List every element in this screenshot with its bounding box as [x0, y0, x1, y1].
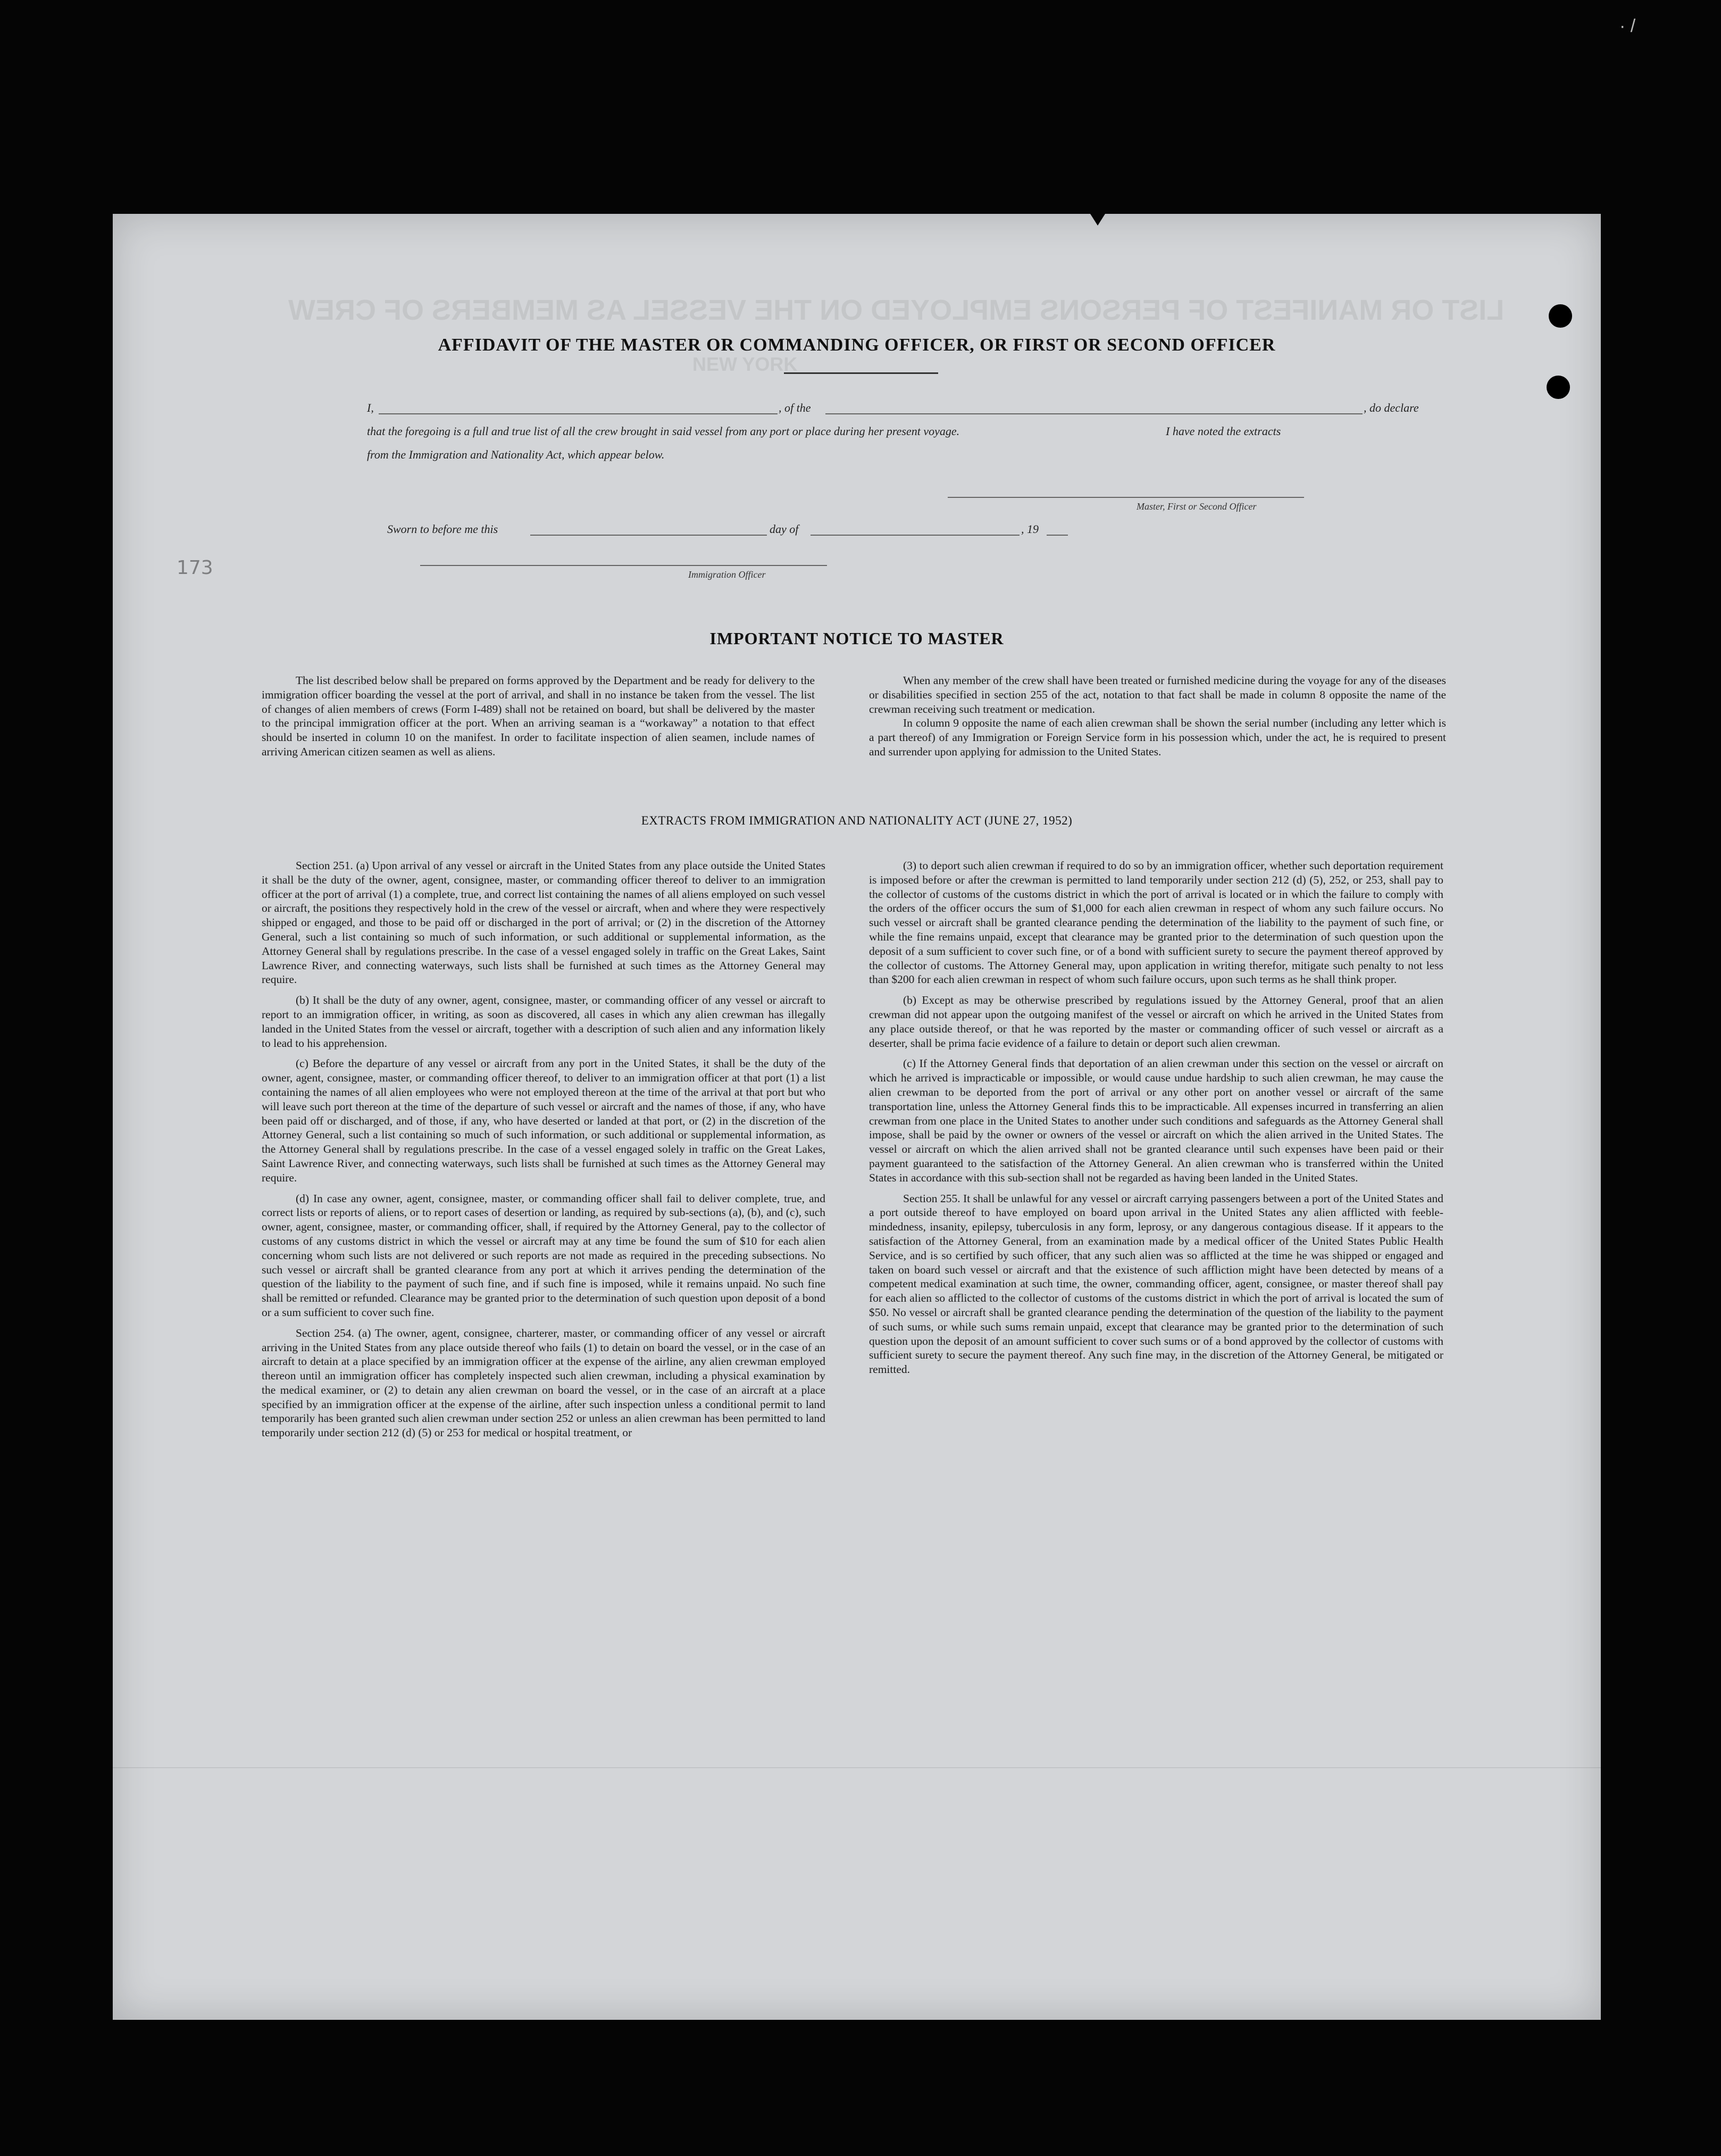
affidavit-of-the: , of the — [779, 401, 811, 414]
punch-hole-bottom — [1547, 376, 1570, 399]
notice-right — [869, 673, 1446, 765]
extracts-right-column — [869, 859, 1443, 1383]
affidavit-do-declare: , do declare — [1364, 401, 1419, 414]
margin-number: 173 — [177, 557, 213, 579]
extracts-left-column — [262, 859, 825, 1446]
title-rule — [784, 372, 938, 374]
punch-hole-top — [1549, 304, 1572, 328]
corner-mark: · / — [1619, 16, 1636, 36]
sworn-month-line — [811, 535, 1020, 536]
sworn-prefix: Sworn to before me this — [387, 522, 498, 536]
bleed-through-header: LIST OR MANIFEST OF PERSONS EMPLOYED ON THE VESSEL AS MEMBERS OF CREW — [288, 294, 1505, 326]
affidavit-statement: that the foregoing is a full and true list of all the crew brought in said vessel from any port or place during her present voyage. — [367, 424, 960, 438]
section-255: Section 255. It shall be unlawful for any vessel or aircraft carrying passengers between a port of the United States and a port outside thereof to have employed on board upon arrival in the United States any alien afflicted with feeble-mindedness, insanity, epilepsy, tuberculosis in any form, leprosy, or any dangerous contagious disease. If it appears to the satisfaction of the Attorney General, from an examination made by a medical officer of the United States Public Health Service, and is so certified by such officer, that any such alien was so afflicted at the time he was shipped or engaged and taken on board such vessel or aircraft and that the existence of such affliction might have been detected by means of a competent medical examination at such time, the owner, commanding officer, agent, consignee, or master thereof shall pay for each alien so afflicted to the collector of customs of the customs district in which the port of arrival is located the sum of $50. No vessel or aircraft shall be granted clearance pending the determination of the question of the liability to the payment of such sums, or while such sums remain unpaid, except that clearance may be granted prior to the determination of such question upon the deposit of an amount sufficient to cover such sums or of a bond approved by the collector of customs with sufficient surety to secure the payment thereof. Any such fine may, in the discretion of the Attorney General, be mitigated or remitted. — [869, 1192, 1443, 1376]
section-251-c: (c) Before the departure of any vessel or aircraft from any port in the United States, it shall be the duty of the owner, agent, consignee, master, or commanding officer thereof, to deliver to an immigration officer at that port (1) a list containing the names of all alien employees who were not employed thereon at the time of the arrival at that port but who will leave such port thereon at the time of the departure of such vessel or aircraft and the names of those, if any, who have been paid off or discharged, and of those, if any, who have deserted or landed at that port, or (2) in the discretion of the Attorney General, such a list containing so much of such information, or such additional or supplemental information, as the Attorney General shall by regulations prescribe. In the case of a vessel engaged solely in traffic on the Great Lakes, Saint Lawrence River, and connecting waterways, such lists shall be furnished at such times as the Attorney General may require. — [262, 1057, 825, 1184]
affidavit-i: I, — [367, 401, 374, 414]
page-notch — [1090, 214, 1105, 226]
master-name-line — [379, 413, 778, 414]
notice-left — [262, 673, 815, 765]
sworn-day-of: day of — [770, 522, 799, 536]
section-254-a: Section 254. (a) The owner, agent, consignee, charterer, master, or commanding officer of any vessel or aircraft arriving in the United States from any place outside thereof who fails (1) to detain on board the vessel, or in the case of an aircraft to detain at a place specified by an immigration officer at the expense of the airline, any alien crewman employed thereon until an immigration officer has completely inspected such alien crewman, including a physical examination by the medical examiner, or (2) to detain any alien crewman on board the vessel, or in the case of an aircraft at a place specified by an immigration officer at the expense of the airline, after such inspection unless a conditional permit to land temporarily has been granted such alien crewman under section 252 or unless an alien crewman has been permitted to land temporarily under section 212 (d) (5) or 253 for medical or hospital treatment, or — [262, 1326, 825, 1439]
bottom-fold-line — [113, 1767, 1601, 1768]
section-254-b: (b) Except as may be otherwise prescribed by regulations issued by the Attorney General, proof that an alien crewman did not appear upon the outgoing manifest of the vessel or aircraft on which he arrived in the United States from any place outside thereof, or that he was reported by the master or commanding officer of such vessel or aircraft as a deserter, shall be prima facie evidence of a failure to detain or deport such alien crewman. — [869, 994, 1443, 1050]
extracts-title: EXTRACTS FROM IMMIGRATION AND NATIONALITY ACT (JUNE 27, 1952) — [641, 814, 1073, 827]
notice-left-paragraph: The list described below shall be prepared on forms approved by the Department and be ready for delivery to the immigration officer boarding the vessel at the port of arrival, and shall in no instance be taken from the vessel. The list of changes of alien members of crews (Form I-489) shall not be retained on board, but shall be delivered by the master to the principal immigration officer at the port. When an arriving seaman is a “workaway” a notation to that effect should be inserted in column 10 on the manifest. In order to facilitate inspection of alien seamen, include names of arriving American citizen seamen as well as aliens. — [262, 674, 815, 758]
affidavit-extracts-source: from the Immigration and Nationality Act, which appear below. — [367, 448, 665, 461]
section-254-a-continued: (3) to deport such alien crewman if required to do so by an immigration officer, whether such deportation requirement is imposed before or after the crewman is permitted to land temporarily under section 212 (d) (5), 252, or 253, shall pay to the collector of customs of the customs district in which the port of arrival is located or in which the failure to comply with the orders of the officer occurs the sum of $1,000 for each alien crewman in respect of whom any such failure occurs. No such vessel or aircraft shall be granted clearance pending the determination of the liability to the payment of such fine, or while the fine remains unpaid, except that clearance may be granted prior to the determination of such question upon the deposit of a sum sufficient to cover such fine, or of a bond with sufficient surety to secure the payment thereof approved by the collector of customs. The Attorney General may, upon application in writing therefor, mitigate such penalty to not less than $200 for each alien crewman in respect of whom such failure occurs, upon such terms as he shall think proper. — [869, 859, 1443, 986]
master-signature-line — [948, 497, 1304, 498]
notice-right-paragraph-1: When any member of the crew shall have been treated or furnished medicine during the voyage for any of the diseases or disabilities specified in section 255 of the act, notation to that fact shall be made in column 8 opposite the name of the crewman receiving such treatment or medication. — [869, 674, 1446, 715]
section-251-b: (b) It shall be the duty of any owner, agent, consignee, master, or commanding officer of any vessel or aircraft to report to an immigration officer, in writing, as soon as discovered, all cases in which any alien crewman has illegally landed in the United States from the vessel or aircraft, together with a description of such alien and any information likely to lead to his apprehension. — [262, 994, 825, 1050]
officer-signature-line — [420, 565, 827, 566]
officer-signature-label: Immigration Officer — [688, 569, 766, 580]
vessel-name-line — [825, 413, 1363, 414]
master-signature-label: Master, First or Second Officer — [1137, 501, 1257, 512]
affidavit-title: AFFIDAVIT OF THE MASTER OR COMMANDING OFFICER, OR FIRST OR SECOND OFFICER — [438, 335, 1276, 355]
notice-right-paragraph-2: In column 9 opposite the name of each alien crewman shall be shown the serial number (including any letter which is a part thereof) of any Immigration or Foreign Service form in his possession which, under the act, he is required to present and surrender upon applying for admission to the United States. — [869, 717, 1446, 758]
sworn-year-line — [1047, 535, 1068, 536]
sworn-year: , 19 — [1021, 522, 1039, 536]
section-251-d: (d) In case any owner, agent, consignee, master, or commanding officer shall fail to deliver complete, true, and correct lists or reports of aliens, or to report cases of desertion or landing, as required by sub-sections (a), (b), and (c), such owner, agent, consignee, master, or commanding officer, shall, if required by the Attorney General, pay to the collector of customs of any customs district in which the vessel or aircraft may at any time be found the sum of $10 for each alien concerning whom such lists are not delivered or such reports are not made as required in the preceding subsections. No such vessel or aircraft shall be granted clearance from any port at which it arrives pending the determination of the question of the liability to the payment of such fine, and if such fine is imposed, while it remains unpaid. No such fine shall be remitted or refunded. Clearance may be granted prior to the determination of such question upon deposit of a bond or a sum sufficient to cover such fine. — [262, 1192, 825, 1319]
document-page — [113, 214, 1601, 2020]
affidavit-extracts-note: I have noted the extracts — [1166, 424, 1281, 438]
sworn-date-line — [530, 535, 767, 536]
bleed-through-stamp: NEW YORK — [692, 353, 798, 375]
section-254-c: (c) If the Attorney General finds that deportation of an alien crewman under this section on the vessel or aircraft on which he arrived is impracticable or impossible, or would cause undue hardship to such alien crewman, he may cause the alien crewman to be deported from the port of arrival or any other port on another vessel or aircraft of the same transportation line, unless the Attorney General finds this to be impracticable. All expenses incurred in transferring an alien crewman from one place in the United States to another under such conditions and safeguards as the Attorney General shall impose, shall be paid by the owner or owners of the vessel or aircraft on which the alien arrived in the United States. The vessel or aircraft on which the alien arrived shall not be granted clearance until such expenses have been paid or their payment guaranteed to the satisfaction of the Attorney General. An alien crewman who is transferred within the United States in accordance with this sub-section shall not be regarded as having been landed in the United States. — [869, 1057, 1443, 1184]
notice-title: IMPORTANT NOTICE TO MASTER — [709, 629, 1004, 648]
section-251-a: Section 251. (a) Upon arrival of any vessel or aircraft in the United States from any place outside the United States it shall be the duty of the owner, agent, consignee, master, or commanding officer thereof to deliver to an immigration officer at the port of arrival (1) a complete, true, and correct list containing the names of all aliens employed on such vessel or aircraft, the positions they respectively hold in the crew of the vessel or aircraft, when and where they were respectively shipped or engaged, and those to be paid off or discharged in the port of arrival; or (2) in the discretion of the Attorney General, such a list containing so much of such information, or such additional or supplemental information, as the Attorney General shall by regulations prescribe. In the case of a vessel engaged solely in traffic on the Great Lakes, Saint Lawrence River, and connecting waterways, such lists shall be furnished at such times as the Attorney General may require. — [262, 859, 825, 986]
